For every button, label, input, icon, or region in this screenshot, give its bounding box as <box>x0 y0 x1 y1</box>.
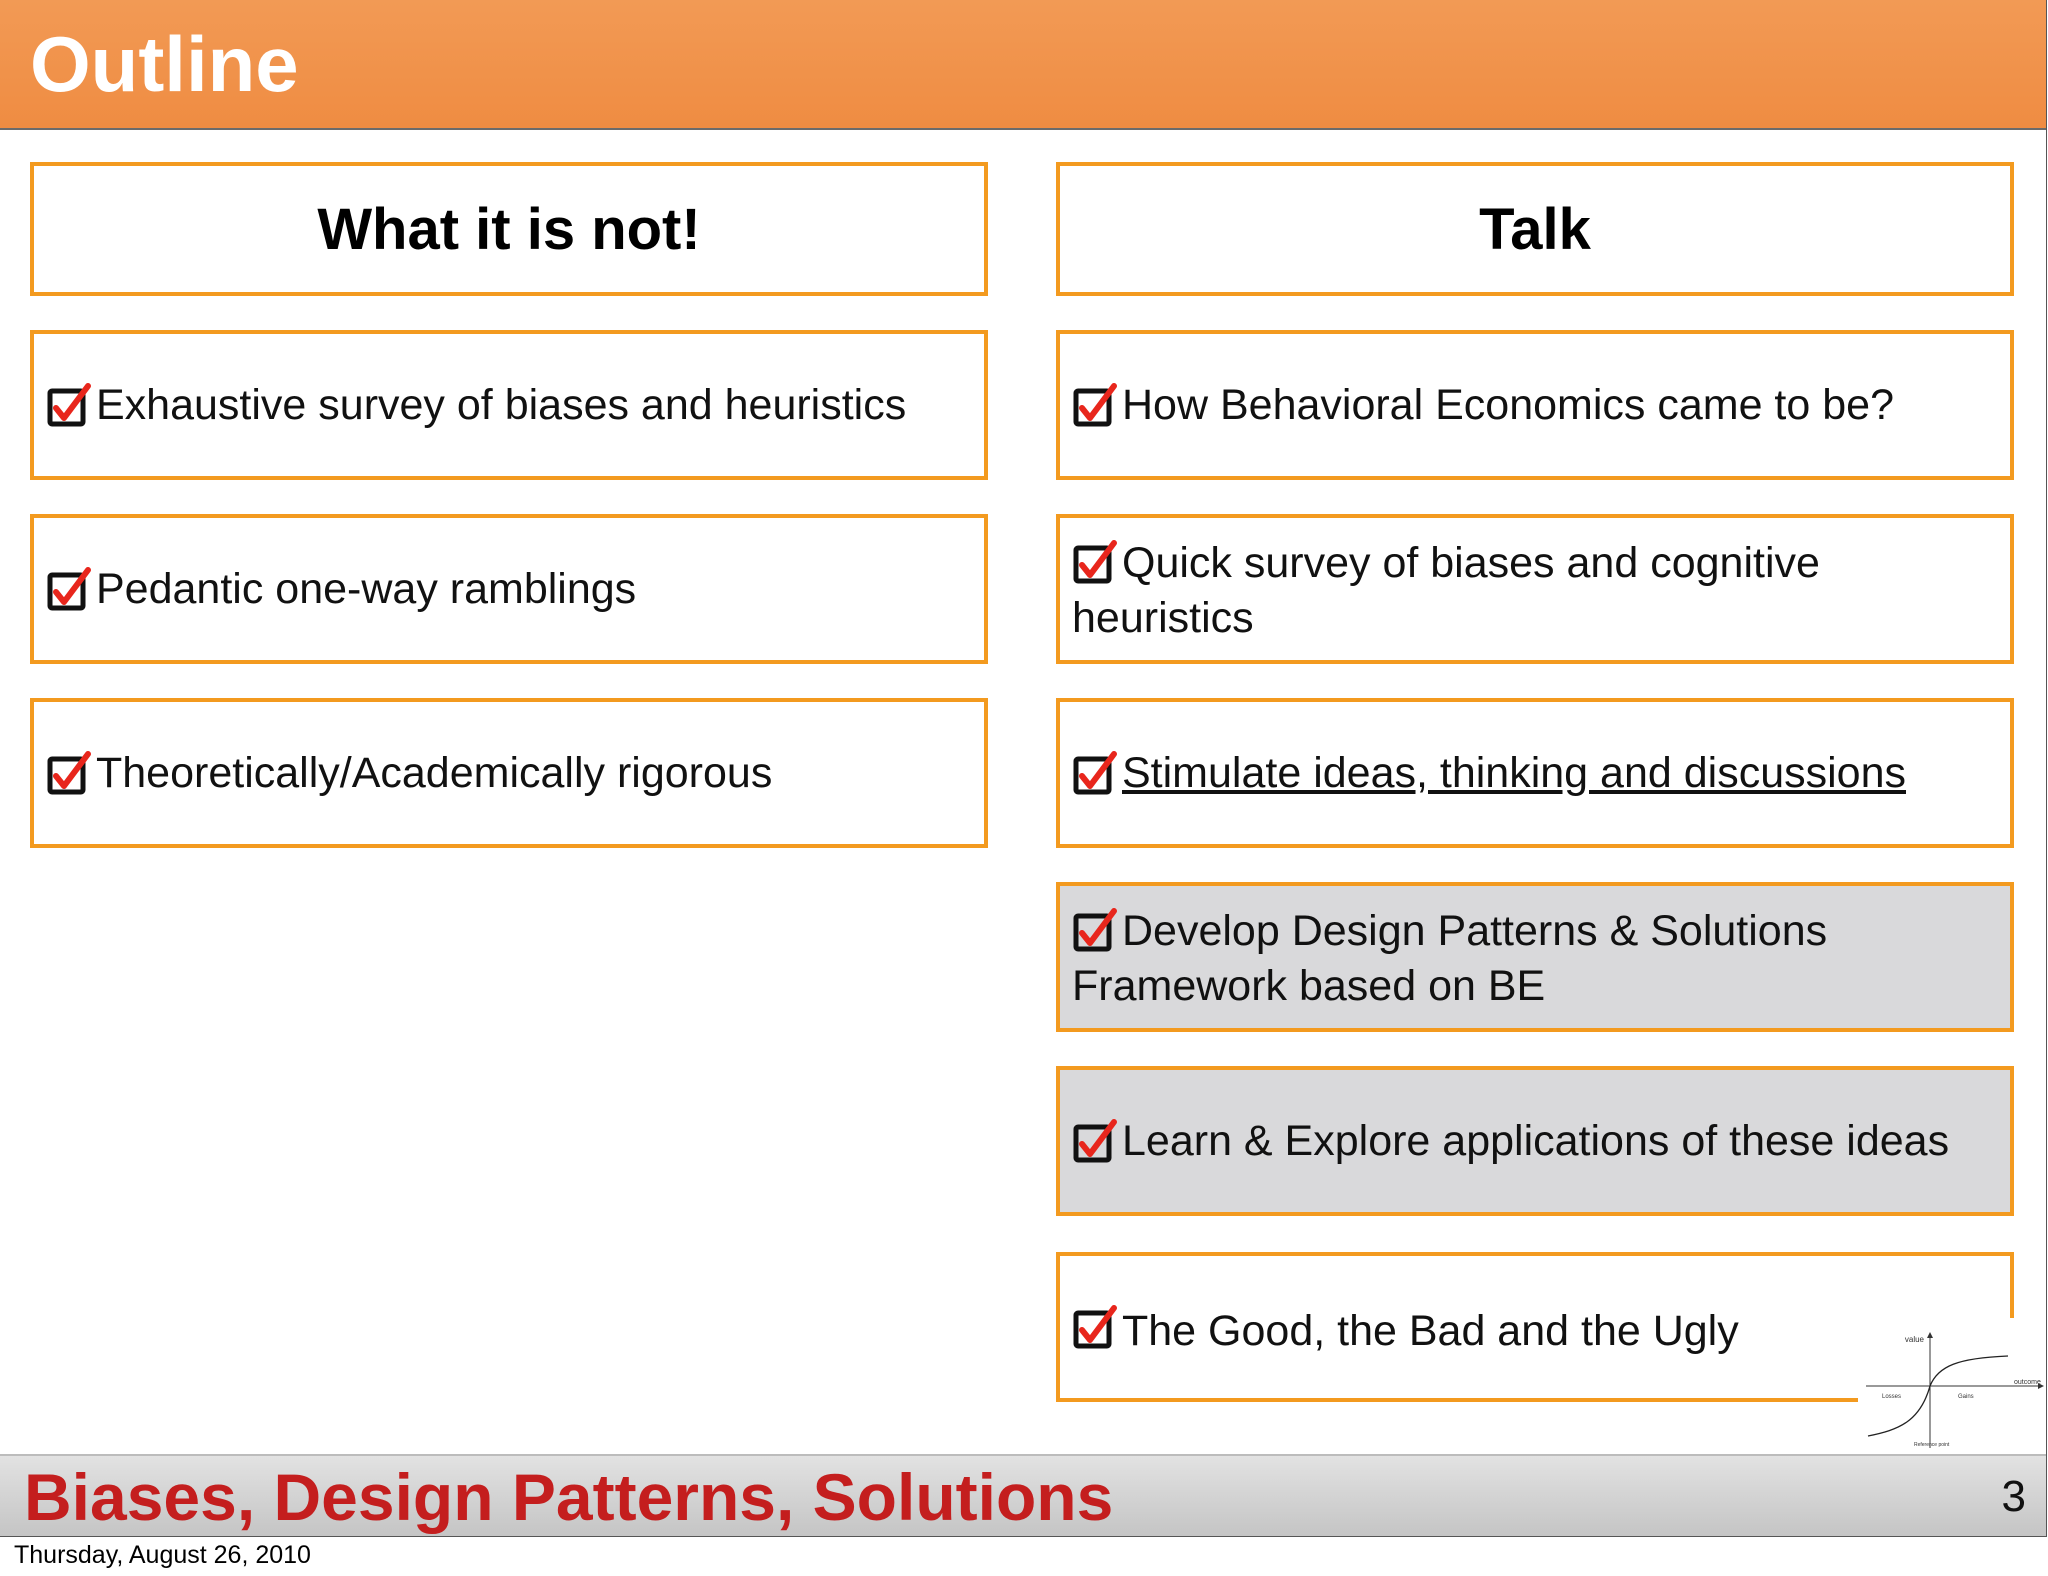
left-item-2-text: Pedantic one-way ramblings <box>96 564 637 613</box>
checkbox-checked-icon <box>46 382 92 428</box>
checkbox-checked-icon <box>1072 1118 1118 1164</box>
left-heading-box <box>30 162 988 296</box>
right-heading: Talk <box>1479 196 1591 262</box>
right-item-4 <box>1056 882 2014 1032</box>
thumb-gains-label: Gains <box>1958 1394 1974 1400</box>
right-item-5-text: Learn & Explore applications of these ideas <box>1122 1116 1950 1165</box>
right-item-2 <box>1056 514 2014 664</box>
checkbox-checked-icon <box>1072 1304 1118 1350</box>
thumb-x-label: outcome <box>2014 1379 2041 1386</box>
header-bar <box>0 0 2046 130</box>
right-item-3 <box>1056 698 2014 848</box>
left-item-3 <box>30 698 988 848</box>
thumb-y-label: value <box>1904 1335 1924 1344</box>
footer-title: Biases, Design Patterns, Solutions <box>24 1460 1114 1534</box>
right-item-1-text: How Behavioral Economics came to be? <box>1122 380 1894 429</box>
right-item-1 <box>1056 330 2014 480</box>
right-item-4-text: Develop Design Patterns & Solutions Framework based on BE <box>1072 907 1828 1010</box>
thumb-losses-label: Losses <box>1882 1394 1902 1400</box>
right-item-3-link[interactable]: Stimulate ideas, thinking and discussions <box>1122 748 1906 797</box>
left-item-1 <box>30 330 988 480</box>
left-item-2 <box>30 514 988 664</box>
left-heading: What it is not! <box>317 196 701 262</box>
left-item-3-text: Theoretically/Academically rigorous <box>96 748 773 797</box>
checkbox-checked-icon <box>1072 750 1118 796</box>
value-function-thumbnail <box>1858 1318 2046 1454</box>
left-item-1-text: Exhaustive survey of biases and heuristics <box>96 380 907 429</box>
right-item-2-text: Quick survey of biases and cognitive heuristics <box>1072 539 1820 642</box>
checkbox-checked-icon <box>1072 907 1118 953</box>
checkbox-checked-icon <box>1072 539 1118 585</box>
checkbox-checked-icon <box>1072 382 1118 428</box>
checkbox-checked-icon <box>46 566 92 612</box>
thumb-reference-label: Reference point <box>1914 1442 1950 1448</box>
footer-bar <box>0 1454 2046 1537</box>
right-item-6-text: The Good, the Bad and the Ugly <box>1122 1307 1739 1355</box>
right-heading-box <box>1056 162 2014 296</box>
page-number: 3 <box>2001 1472 2026 1521</box>
right-item-5 <box>1056 1066 2014 1216</box>
slide-title: Outline <box>30 20 299 108</box>
checkbox-checked-icon <box>46 750 92 796</box>
date-label: Thursday, August 26, 2010 <box>14 1541 311 1569</box>
